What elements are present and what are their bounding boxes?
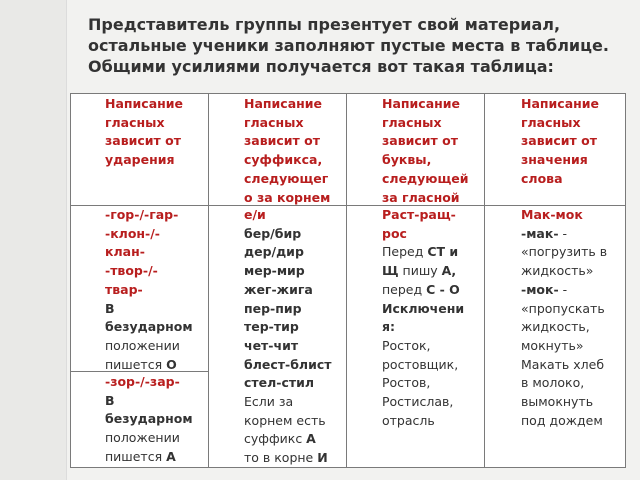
cell-rast-rasch-ros: Раст-ращ- рос Перед СТ и Щ пишу А, перед С - О Исключени я: Росток, ростовщик, Ростов, Ростислав, отрасль [382, 207, 465, 428]
cell-mak-mok: Мак-мок -мак- - «погрузить в жидкость» -мок- - «пропускать жидкость, мокнуть» Макать хлеб в молоко, вымокнуть под дождем [521, 207, 608, 428]
header-meaning: Написание гласных зависит от значения слова [521, 96, 600, 186]
cell-gor-gar: -гор-/-гар- -клон-/- клан- -твор-/- твар- В безударном положении пишется О [105, 207, 193, 372]
slide-left-bar [0, 0, 67, 480]
table-divider [346, 94, 347, 467]
header-stress: Написание гласных зависит от ударения [105, 96, 184, 168]
rules-table [70, 93, 626, 468]
table-divider [484, 94, 485, 467]
slide-title: Представитель группы презентует свой материал, остальные ученики заполняют пустые места в таблице. Общими усилиями получается вот такая таблица: [88, 15, 609, 76]
header-suffix: Написание гласных зависит от суффикса, следующег о за корнем [244, 96, 331, 205]
cell-zor-zar: -зор-/-зар- В безударном положении пишется А [105, 374, 193, 464]
table-divider [208, 94, 209, 467]
cell-alternating-roots: е/и бер/бир дер/дир мер-мир жег-жига пер-пир тер-тир чет-чит блест-блист стел-стил Если за корнем есть суффикс А то в корне И [244, 207, 332, 466]
header-letter: Написание гласных зависит от буквы, следующей за гласной [382, 96, 469, 205]
